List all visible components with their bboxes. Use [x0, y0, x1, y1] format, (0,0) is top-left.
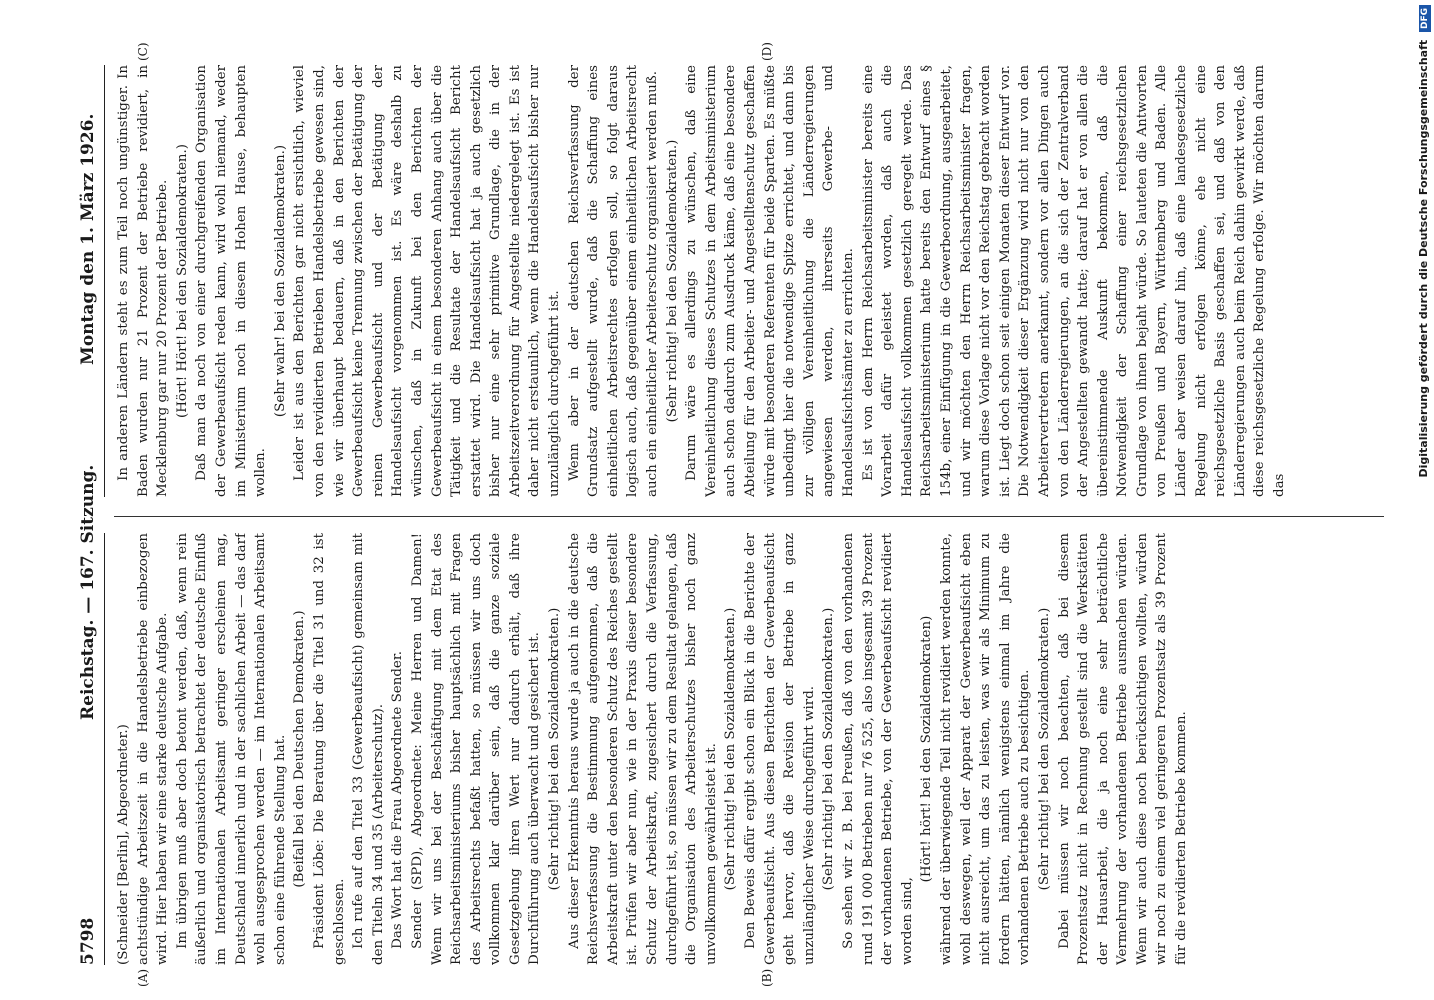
paragraph: Präsident Löbe: Die Beratung über die Titel 31 und 32 ist geschlossen. [311, 533, 347, 965]
margin-marker-c: (C) [136, 42, 150, 61]
paragraph: Es ist von dem Herrn Reichsarbeitsminister bereits eine Vorarbeit dafür geleistet worden, daß auch die Handelsaufsicht vollkommen gesetzlich geregelt werde. Das Reichsarbeitsministerium hatte bereits den Entwurf eines § 154b, einer Einfügung in die Gewerbeordnung, ausgearbeitet, und wir möchten den Herrn Reichsarbeitsminister fragen, warum diese Vorlage nicht vor den Reichstag gebracht worden ist. Liegt doch schon seit einigen Monaten dieser Entwurf vor. Die Notwendigkeit dieser Ergänzung wird nicht nur von den Arbeitervertretern anerkannt, sondern vor allen Dingen auch von den Länderregierungen, an die sich der Zentralverband der Angestellten gewandt hatte; darauf hat er von allen die übereinstimmende Auskunft bekommen, daß die Notwendigkeit der Schaffung einer reichsgesetzlichen Grundlage von ihnen bejaht würde. So lauteten die Antworten von Preußen und Bayern, Württemberg und Baden. Alle Länder aber weisen darauf hin, daß eine landesgesetzliche Regelung nicht erfolgen könne, ehe nicht eine reichsgesetzliche Basis geschaffen sei, und daß von den Länderregierungen auch beim Reich dahin gewirkt werde, daß diese reichsgesetzliche Regelung erfolge. Wir möchten darum das [860, 65, 1288, 497]
paragraph: Leider ist aus den Berichten gar nicht ersichtlich, wieviel von den revidierten Betrieben Handelsbetriebe gewesen sind, wie wir überhaupt bedauern, daß in den Berichten der Gewerbeaufsicht keine Trennung zwischen der Betätigung der reinen Gewerbeaufsicht und der Betätigung der Handelsaufsicht vorgenommen ist. Es wäre deshalb zu wünschen, daß in Zukunft bei den Berichten der Gewerbeaufsicht in einem besonderen Anhang auch über die Tätigkeit und die Resultate der Handelsaufsicht Bericht erstattet wird. Die Handelsaufsicht hat ja auch gesetzlich bisher nur eine sehr primitive Grundlage, die in der Arbeitszeitverordnung für Angestellte niedergelegt ist. Es ist daher nicht erstaunlich, wenn die Handelsaufsicht bisher nur unzulänglich durchgeführt ist. [292, 65, 563, 497]
paragraph: In anderen Ländern steht es zum Teil noch ungünstiger. In Baden wurden nur 21 Prozent der Betriebe revidiert, in Mecklenburg gar nur 20 Prozent der Betriebe. [116, 65, 171, 497]
margin-marker-d: (D) [760, 42, 774, 61]
date-title: Montag den 1. März 1926. [78, 113, 98, 365]
interjection: (Sehr richtig! bei den Sozialdemokraten.) [821, 607, 837, 891]
left-text-column [114, 533, 1384, 965]
page-header [70, 65, 110, 965]
paragraph: (Schneider [Berlin], Abgeordneter.) [116, 724, 131, 965]
funding-credit-text: Digitalisierung gefördert durch die Deutsche Forschungsgemeinschaft [1417, 39, 1430, 478]
page-number: 5798 [78, 917, 98, 965]
column-divider [114, 516, 1384, 517]
paragraph: Sender (SPD), Abgeordnete: Meine Herren und Damen! Wenn wir uns bei der Beschäftigung mit dem Etat des Reichsarbeitsministeriums bisher hauptsächlich mit Fragen des Arbeitsrechts befaßt hatten, so müssen wir uns doch vollkommen klar darüber sein, daß die ganze soziale Gesetzgebung ihren Wert nur dadurch erhält, daß ihre Durchführung auch überwacht und gesichert ist. [409, 533, 543, 965]
paragraph: Das Wort hat die Frau Abgeordnete Sender. [390, 650, 406, 949]
interjection: (Beifall bei den Deutschen Demokraten.) [292, 610, 308, 888]
paragraph: Wenn aber in der deutschen Reichsverfassung der Grundsatz aufgestellt wurde, daß die Schaffung eines einheitlichen Arbeitsrechtes erfolgen soll, so folgt daraus logisch auch, daß gegenüber einem einheitlichen Arbeitsrecht auch ein einheitlicher Arbeiterschutz organisiert werden muß. [566, 65, 661, 497]
paragraph: während der überwiegende Teil nicht revidiert werden konnte, wohl deswegen, weil der Apparat der Gewerbeaufsicht eben nicht ausreicht, um das zu leisten, was wir als Minimum zu fordern hätten, nämlich wenigstens einmal im Jahre die vorhandenen Betriebe auch zu besichtigen. [938, 533, 1033, 965]
paragraph: Dabei müssen wir noch beachten, daß bei diesem Prozentsatz nicht in Rechnung gestellt sind die Werkstätten der Hausarbeit, die ja noch eine sehr beträchtliche Vermehrung der vorhandenen Betriebe ausmachen würden. Wenn wir auch diese noch berücksichtigen wollten, würden wir noch zu einem viel geringeren Prozentsatz als 39 Prozent für die revidierten Betriebe kommen. [1056, 533, 1190, 965]
interjection: (Hört! hört! bei den Sozialdemokraten) [919, 615, 935, 883]
header-rule-left [104, 533, 105, 965]
interjection: (Sehr richtig! bei den Sozialdemokraten.) [547, 607, 563, 891]
paragraph: achtstündige Arbeitszeit in die Handelsbetriebe einbezogen wird. Hier haben wir eine starke deutsche Aufgabe. [135, 533, 171, 965]
paragraph: Ich rufe auf den Titel 33 (Gewerbeaufsicht) gemeinsam mit den Titeln 34 und 35 (Arbeiterschutz). [351, 533, 386, 965]
document-page [70, 42, 1390, 987]
interjection: (Hört! Hört! bei den Sozialdemokraten.) [174, 144, 190, 418]
dfg-logo: DFG [1419, 5, 1431, 32]
paragraph: Im übrigen muß aber doch betont werden, daß, wenn rein äußerlich und organisatorisch betrachtet der deutsche Einfluß im Internationalen Arbeitsamt geringer erscheinen mag, Deutschland innerlich und in der sachlichen Arbeit — das darf wohl ausgesprochen werden — im Internationalen Arbeitsamt schon eine führende Stellung hat. [174, 533, 288, 965]
paragraph: Darum wäre es allerdings zu wünschen, daß eine Vereinheitlichung dieses Schutzes in dem Arbeitsministerium auch schon dadurch zum Ausdruck käme, daß eine besondere Abteilung für den Arbeiter- und Angestelltenschutz geschaffen würde mit besonderen Referenten für beide Sparten. Es müßte unbedingt hier die notwendige Spitze errichtet, und dann bis zur völligen Vereinheitlichung die Länderregierungen angewiesen werden, ihrerseits Gewerbe- und Handelsaufsichtsämter zu errichten. [684, 65, 856, 497]
paragraph: Daß man da noch von einer durchgreifenden Organisation der Gewerbeaufsicht reden kann, wird wohl niemand, weder im Ministerium noch in diesem Hohen Hause, behaupten wollen. [194, 65, 269, 497]
session-title: Reichstag. — 167. Sitzung. [78, 464, 98, 720]
paragraph: Den Beweis dafür ergibt schon ein Blick in die Berichte der Gewerbeaufsicht. Aus diesen Berichten der Gewerbeaufsicht geht hervor, daß die Revision der Betriebe in ganz unzulänglicher Weise durchgeführt wird. [743, 533, 817, 965]
header-rule-right [104, 65, 105, 497]
interjection: (Sehr richtig! bei den Sozialdemokraten.) [664, 139, 680, 423]
right-text-column [114, 65, 1384, 497]
paragraph: So sehen wir z. B. bei Preußen, daß von den vorhandenen rund 191 000 Betrieben nur 76 525, also insgesamt 39 Prozent der vorhandenen Betriebe, von der Gewerbeaufsicht revidiert worden sind, [840, 533, 915, 965]
digitization-credit-bar [1406, 0, 1434, 1000]
margin-marker-b: (B) [760, 968, 774, 987]
interjection: (Sehr wahr! bei den Sozialdemokraten.) [272, 144, 288, 418]
interjection: (Sehr richtig! bei den Sozialdemokraten.) [1036, 607, 1052, 891]
margin-marker-a: (A) [136, 968, 150, 987]
paragraph: Aus dieser Erkenntnis heraus wurde ja auch in die deutsche Reichsverfassung die Bestimmung aufgenommen, daß die Arbeitskraft unter den besonderen Schutz des Reiches gestellt ist. Prüfen wir aber nun, wie in der Praxis dieser besondere Schutz der Arbeitskraft, zugesichert durch die Verfassung, durchgeführt ist, so müssen wir zu dem Resultat gelangen, daß die Organisation des Arbeiterschutzes bisher noch ganz unvollkommen gewährleistet ist. [566, 533, 719, 965]
interjection: (Sehr richtig! bei den Sozialdemokraten.) [723, 607, 739, 891]
